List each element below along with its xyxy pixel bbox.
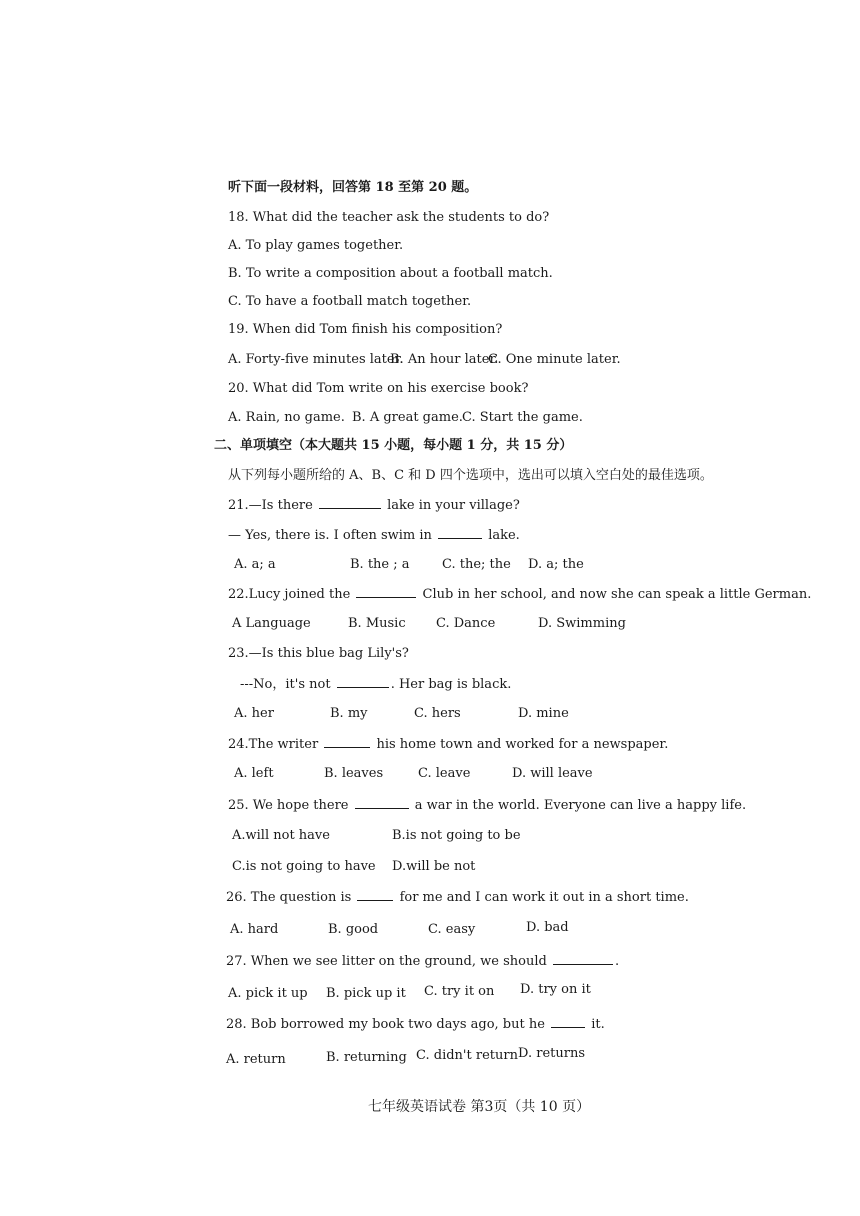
q21-option-b: B. the ; a bbox=[350, 557, 410, 572]
q23-option-c: C. hers bbox=[414, 706, 461, 721]
question-21-line1 bbox=[228, 497, 520, 514]
question-27 bbox=[226, 953, 619, 970]
q27-blank bbox=[553, 953, 613, 965]
page-footer: 七年级英语试卷 第3页（共 10 页） bbox=[368, 1099, 591, 1115]
listening-instruction: 听下面一段材料，回答第 18 至第 20 题。 bbox=[228, 180, 478, 195]
q28-option-c: C. didn't return bbox=[416, 1048, 518, 1063]
q21-option-d: D. a; the bbox=[528, 557, 584, 572]
q24-option-a: A. left bbox=[234, 766, 274, 781]
q22-option-a: A Language bbox=[232, 616, 311, 631]
q28-option-a: A. return bbox=[226, 1052, 286, 1067]
q21-text-a: 21.—Is there bbox=[228, 498, 313, 513]
q23-option-d: D. mine bbox=[518, 706, 569, 721]
q22-text-b: Club in her school, and now she can speak a little German. bbox=[422, 587, 812, 602]
question-22 bbox=[228, 586, 811, 603]
question-26 bbox=[226, 889, 689, 906]
q24-option-c: C. leave bbox=[418, 766, 471, 781]
q26-text-b: for me and I can work it out in a short time. bbox=[399, 890, 689, 905]
q24-text-b: his home town and worked for a newspaper. bbox=[376, 737, 669, 752]
q20-option-a: A. Rain, no game. bbox=[228, 410, 345, 425]
q19-option-c: C. One minute later. bbox=[488, 352, 621, 367]
q24-blank bbox=[324, 736, 370, 748]
q25-blank bbox=[355, 797, 409, 809]
question-23-line1: 23.—Is this blue bag Lily's? bbox=[228, 646, 409, 661]
q24-text-a: 24.The writer bbox=[228, 737, 319, 752]
q26-option-c: C. easy bbox=[428, 922, 476, 937]
question-19: 19. When did Tom finish his composition? bbox=[228, 322, 503, 337]
q19-option-b: B. An hour later. bbox=[390, 352, 499, 367]
question-24 bbox=[228, 736, 668, 753]
q23-blank bbox=[337, 676, 389, 688]
section-two-heading: 二、单项填空（本大题共 15 小题，每小题 1 分，共 15 分） bbox=[214, 438, 573, 453]
q25-option-c: C.is not going to have bbox=[232, 859, 376, 874]
q25-option-b: B.is not going to be bbox=[392, 828, 521, 843]
q27-text-b: . bbox=[614, 954, 620, 969]
q28-option-d: D. returns bbox=[518, 1046, 585, 1061]
q21-text-d: lake. bbox=[488, 528, 520, 543]
question-23-line2 bbox=[240, 676, 511, 693]
q22-option-d: D. Swimming bbox=[538, 616, 626, 631]
q26-blank bbox=[357, 889, 393, 901]
q28-text-a: 28. Bob borrowed my book two days ago, but he bbox=[226, 1017, 545, 1032]
q26-option-b: B. good bbox=[328, 922, 379, 937]
question-25 bbox=[228, 797, 746, 814]
question-20: 20. What did Tom write on his exercise book? bbox=[228, 381, 529, 396]
section-two-instruction: 从下列每小题所给的 A、B、C 和 D 四个选项中，选出可以填入空白处的最佳选项。 bbox=[228, 468, 713, 483]
q18-option-a: A. To play games together. bbox=[228, 238, 404, 253]
q23-text-a: ---No，it's not bbox=[240, 677, 331, 692]
q21-blank-2 bbox=[438, 527, 482, 539]
q27-option-a: A. pick it up bbox=[228, 986, 308, 1001]
q18-option-b: B. To write a composition about a football match. bbox=[228, 266, 553, 281]
q21-blank-1 bbox=[319, 497, 381, 509]
q22-blank bbox=[356, 586, 416, 598]
q21-option-a: A. a; a bbox=[234, 557, 276, 572]
q28-option-b: B. returning bbox=[326, 1050, 407, 1065]
q23-text-b: . Her bag is black. bbox=[390, 677, 512, 692]
q27-option-c: C. try it on bbox=[424, 984, 495, 999]
q23-option-b: B. my bbox=[330, 706, 368, 721]
q25-option-a: A.will not have bbox=[232, 828, 330, 843]
q26-text-a: 26. The question is bbox=[226, 890, 352, 905]
q23-option-a: A. her bbox=[234, 706, 274, 721]
q24-option-d: D. will leave bbox=[512, 766, 593, 781]
q21-text-b: lake in your village? bbox=[387, 498, 520, 513]
q24-option-b: B. leaves bbox=[324, 766, 384, 781]
q28-blank bbox=[551, 1016, 585, 1028]
q20-option-b: B. A great game. bbox=[352, 410, 463, 425]
q25-option-d: D.will be not bbox=[392, 859, 476, 874]
q22-option-c: C. Dance bbox=[436, 616, 496, 631]
q19-option-a: A. Forty-five minutes later. bbox=[228, 352, 404, 367]
q27-option-d: D. try on it bbox=[520, 982, 591, 997]
q25-text-b: a war in the world. Everyone can live a happy life. bbox=[414, 798, 747, 813]
q27-text-a: 27. When we see litter on the ground, we should bbox=[226, 954, 547, 969]
q28-text-b: it. bbox=[591, 1017, 605, 1032]
question-28 bbox=[226, 1016, 605, 1033]
q25-text-a: 25. We hope there bbox=[228, 798, 349, 813]
q27-option-b: B. pick up it bbox=[326, 986, 406, 1001]
q20-option-c: C. Start the game. bbox=[462, 410, 583, 425]
q21-text-c: — Yes, there is. I often swim in bbox=[228, 528, 432, 543]
question-18: 18. What did the teacher ask the students to do? bbox=[228, 210, 550, 225]
q22-text-a: 22.Lucy joined the bbox=[228, 587, 351, 602]
q26-option-d: D. bad bbox=[526, 920, 569, 935]
question-21-line2 bbox=[228, 527, 520, 544]
q21-option-c: C. the; the bbox=[442, 557, 511, 572]
q18-option-c: C. To have a football match together. bbox=[228, 294, 472, 309]
q26-option-a: A. hard bbox=[230, 922, 279, 937]
q22-option-b: B. Music bbox=[348, 616, 406, 631]
